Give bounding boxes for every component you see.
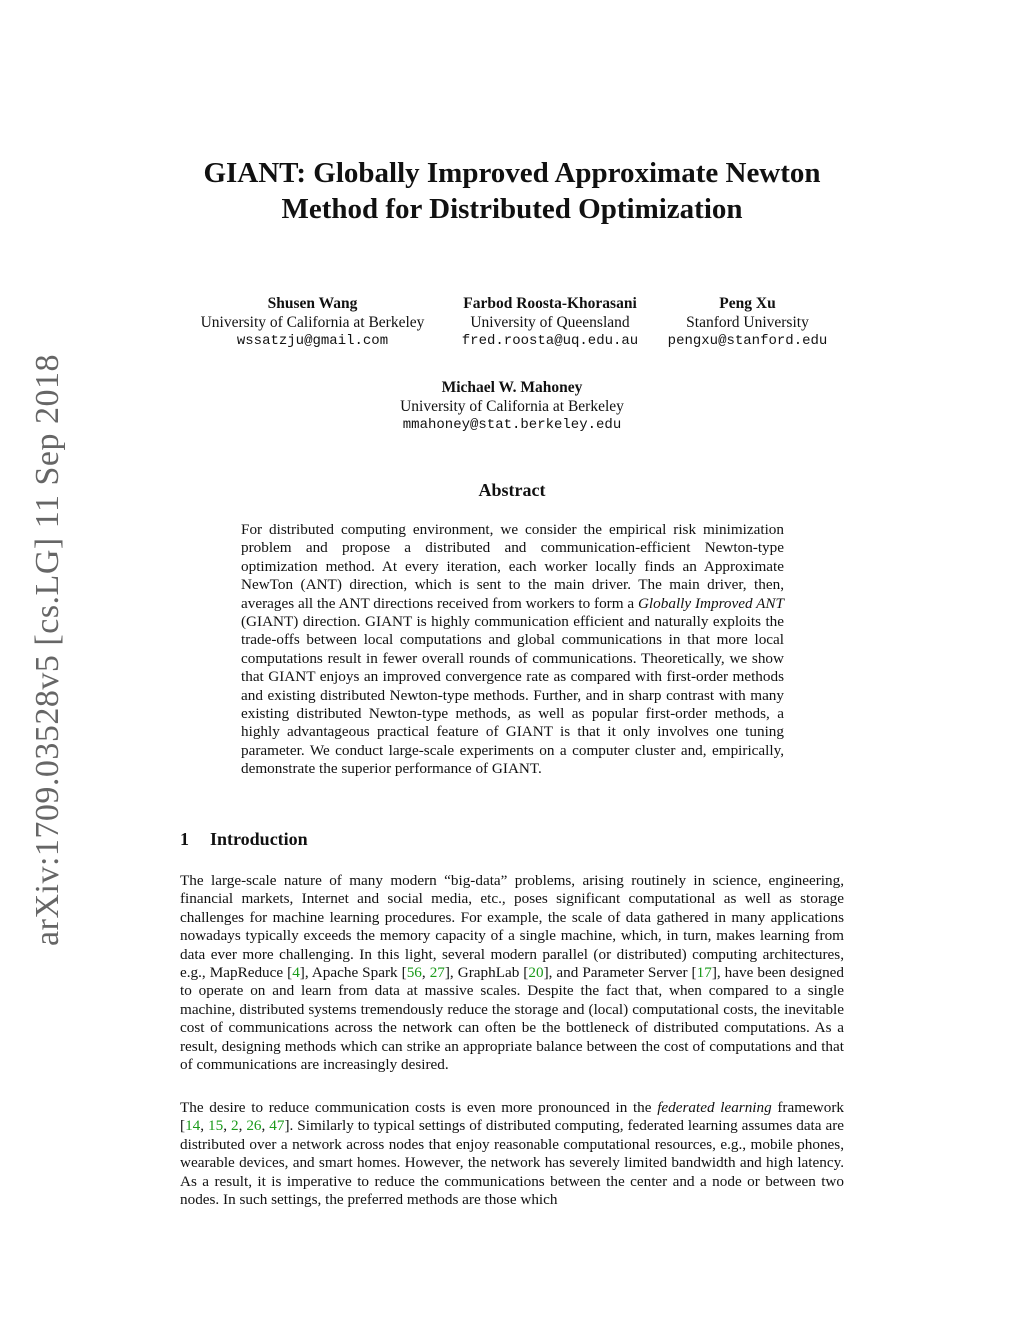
title-line-1: GIANT: Globally Improved Approximate Newton [203, 157, 821, 189]
separator: , [223, 1117, 231, 1135]
author-3 [655, 294, 840, 351]
author-affiliation: University of Queensland [470, 314, 630, 331]
citation-link[interactable]: 2 [230, 1117, 239, 1135]
separator: , [200, 1117, 209, 1135]
author-email: mmahoney@stat.berkeley.edu [402, 417, 622, 433]
text: The large-scale nature of many modern “big-data” problems, arising routinely in science, engineering, financial markets, Internet and social media, etc., poses significant computational as well as storage challenges for machine learning procedures. For example, the scale of data gathered in many applications nowadays typically exceeds the memory capacity of a single machine, which, in turn, makes learning from data ever more challenging. In this light, several modern parallel (or distributed) computing architectures, e.g., MapReduce [ [180, 872, 844, 982]
citation-link[interactable]: 15 [208, 1117, 224, 1135]
citation-link[interactable]: 47 [269, 1117, 285, 1135]
abstract-body [241, 521, 784, 779]
author-affiliation: University of California at Berkeley [200, 314, 425, 331]
abstract-heading: Abstract [478, 480, 546, 500]
section-number: 1 [180, 829, 189, 849]
author-1 [180, 294, 445, 351]
emphasis: federated learning [657, 1099, 772, 1116]
author-2 [445, 294, 655, 351]
citation-link[interactable]: 56 [406, 964, 422, 982]
text: ], and Parameter Server [ [543, 964, 697, 982]
text: ], GraphLab [ [444, 964, 529, 982]
author-email: wssatzju@gmail.com [236, 333, 389, 349]
author-affiliation: University of California at Berkeley [400, 398, 624, 415]
citation-link[interactable]: 4 [292, 964, 300, 982]
author-affiliation: Stanford University [686, 314, 809, 331]
citation-link[interactable]: 27 [429, 964, 445, 982]
separator: , [238, 1117, 247, 1135]
author-4 [362, 378, 662, 435]
text: ], Apache Spark [ [299, 964, 407, 982]
text: ], have been designed to operate on and learn from data at massive scales. Despite the fact that, when compared to a single machine, distributed systems tremendously reduce the storage and (local) computational costs, the inevitable cost of communications across the network can often be the bottleneck of distributed computations. As a result, designing methods which can strike an appropriate balance between the cost of computations and that of communications are increasingly desired. [180, 964, 845, 1074]
abstract-text-1: For distributed computing environment, we consider the empirical risk minimization problem and propose a distributed and communication-efficient Newton-type optimization method. At every iteration, each worker locally finds an Approximate NewTon (ANT) direction, which is sent to the main driver. The main driver, then, averages all the ANT directions received from workers to form a [241, 521, 784, 612]
text: , [421, 964, 430, 982]
author-name: Michael W. Mahoney [441, 379, 583, 396]
author-name: Shusen Wang [267, 295, 358, 312]
abstract-text-2: (GIANT) direction. GIANT is highly communication efficient and naturally exploits the trade-offs between local computations and global communications in that more local computations result in fewer overall rounds of communications. Theoretically, we show that GIANT enjoys an improved convergence rate as compared with first-order methods and existing distributed Newton-type methods. Further, and in sharp contrast with many existing distributed Newton-type methods, as well as popular first-order methods, a highly advantageous practical feature of GIANT is that it only involves one tuning parameter. We conduct large-scale experiments on a computer cluster and, empirically, demonstrate the superior performance of GIANT. [241, 613, 784, 778]
citation-link[interactable]: 17 [696, 964, 712, 982]
separator: , [261, 1117, 270, 1135]
arxiv-stamp-text: arXiv:1709.03528v5 [cs.LG] 11 Sep 2018 [29, 354, 67, 946]
section-title: Introduction [210, 829, 308, 849]
text: ]. Similarly to typical settings of distributed computing, federated learning assumes data are distributed over a network across nodes that enjoy reasonable computational resources, e.g., mobile phones, wearable devices, and smart homes. However, the network has severely limited bandwidth and high latency. As a result, it is imperative to reduce the communications between the center and a node or between two nodes. In such settings, the preferred methods are those which [180, 1117, 845, 1209]
author-name: Farbod Roosta-Khorasani [463, 295, 637, 312]
intro-paragraph-2 [180, 1099, 844, 1209]
author-name: Peng Xu [719, 295, 776, 312]
paper-title [150, 155, 874, 227]
abstract-emphasis: Globally Improved ANT [637, 594, 784, 612]
citation-link[interactable]: 20 [528, 964, 544, 982]
title-line-2: Method for Distributed Optimization [281, 193, 743, 225]
citation-link[interactable]: 14 [185, 1117, 201, 1135]
intro-paragraph-1 [180, 872, 844, 1074]
citation-link[interactable]: 26 [246, 1117, 262, 1135]
author-email: fred.roosta@uq.edu.au [461, 333, 639, 349]
text: framework [ [180, 1099, 845, 1135]
text: The desire to reduce communication costs is even more pronounced in the [180, 1099, 658, 1116]
section-heading-introduction [180, 829, 308, 850]
arxiv-stamp [18, 355, 78, 945]
author-email: pengxu@stanford.edu [667, 333, 828, 349]
